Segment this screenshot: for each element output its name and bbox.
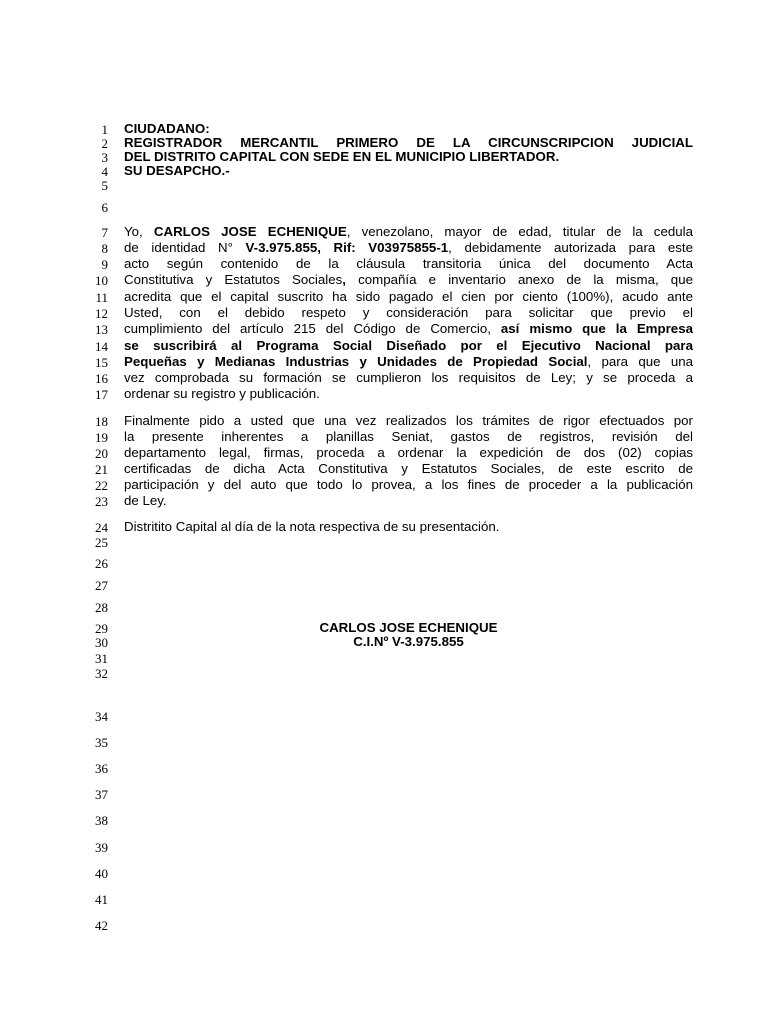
line-number: 27 [95,578,108,593]
text-run: de identidad N° [124,240,246,255]
addressee-line: SU DESAPCHO.- [124,163,230,178]
petitioner-name: CARLOS JOSE ECHENIQUE [153,224,347,239]
line-number: 40 [95,866,108,881]
addressee-line: DEL DISTRITO CAPITAL CON SEDE EN EL MUNICIPIO LIBERTADOR. [124,149,560,164]
line-number: 1 [101,122,108,137]
body-line: la presente inherentes a planillas Seniat, gastos de registros, revisión del [124,429,693,444]
line-number: 29 [95,621,108,636]
line-number: 26 [95,556,108,571]
body-line: Finalmente pido a usted que una vez realizados los trámites de rigor efectuados por [124,413,693,428]
line-number: 13 [95,322,108,337]
body-line [124,240,693,256]
text-run: , para que una [587,354,693,369]
text-run: cumplimiento del artículo 215 del Código de Comercio, [124,321,501,336]
line-number: 4 [101,164,108,179]
text-run: Pequeñas y Medianas Industrias y Unidades de Propiedad Social [124,354,588,369]
text-run: compañía e inventario anexo de la misma, que [345,272,693,287]
body-line: acto según contenido de la cláusula transitoria única del documento Acta [124,256,693,271]
line-number: 2 [101,136,108,151]
line-number: 24 [95,520,108,535]
line-number: 38 [95,813,108,828]
body-line: vez comprobada su formación se cumplieron los requisitos de Ley; y se proceda a [124,370,693,385]
line-number: 7 [101,225,108,240]
line-number: 21 [95,462,108,477]
line-number: 14 [95,339,108,354]
line-number: 41 [95,892,108,907]
signature-name: CARLOS JOSE ECHENIQUE [319,620,498,635]
text-run: así mismo que la Empresa [500,321,693,336]
signature-id: C.I.Nº V-3.975.855 [353,634,464,649]
line-number: 5 [101,178,108,193]
text-run: , debidamente autorizada para este [448,240,694,255]
line-number: 12 [95,306,108,321]
line-number: 19 [95,430,108,445]
line-number: 15 [95,355,108,370]
body-line: participación y del auto que todo lo provea, a los fines de proceder a la publicación [124,477,693,492]
addressee-line: REGISTRADOR MERCANTIL PRIMERO DE LA CIRCUNSCRIPCION JUDICIAL [124,135,693,150]
text-run: Yo, [124,224,154,239]
line-number: 9 [101,257,108,272]
body-line: certificadas de dicha Acta Constitutiva y Estatutos Sociales, de este escrito de [124,461,693,476]
closing-line: Distritito Capital al día de la nota respectiva de su presentación. [124,519,500,534]
body-line: departamento legal, firmas, proceda a ordenar la expedición de dos (02) copias [124,445,693,460]
line-number: 30 [95,635,108,650]
body-line: Usted, con el debido respeto y consideración para solicitar que previo el [124,305,693,320]
line-number: 22 [95,478,108,493]
line-number: 18 [95,414,108,429]
text-run: , venezolano, mayor de edad, titular de la cedula [346,224,693,239]
text-run: Constitutiva y Estatutos Sociales [124,272,343,287]
addressee-line: CIUDADANO: [124,121,210,136]
body-line [124,224,693,240]
line-number: 10 [95,273,108,288]
line-number: 42 [95,918,108,933]
petitioner-id: V-3.975.855, Rif: V03975855-1 [245,240,449,255]
line-number: 25 [95,535,108,550]
line-number: 32 [95,666,108,681]
line-number: 16 [95,371,108,386]
line-number: 23 [95,494,108,509]
line-number: 3 [101,150,108,165]
line-number: 28 [95,600,108,615]
body-line: de Ley. [124,493,167,508]
line-number: 8 [101,241,108,256]
body-line: se suscribirá al Programa Social Diseñado por el Ejecutivo Nacional para [124,338,693,353]
line-number: 37 [95,787,108,802]
body-line [124,354,693,370]
line-number: 31 [95,651,108,666]
body-line [124,272,693,288]
body-line: ordenar su registro y publicación. [124,386,320,401]
line-number: 17 [95,387,108,402]
body-line: acredita que el capital suscrito ha sido pagado el cien por ciento (100%), acudo ante [124,289,693,304]
line-number: 36 [95,761,108,776]
line-number: 35 [95,735,108,750]
line-number: 11 [95,290,108,305]
body-line [124,321,693,337]
text-run: , [342,272,346,287]
line-number: 39 [95,840,108,855]
line-number: 20 [95,446,108,461]
line-number: 6 [101,200,108,215]
line-number: 34 [95,709,108,724]
